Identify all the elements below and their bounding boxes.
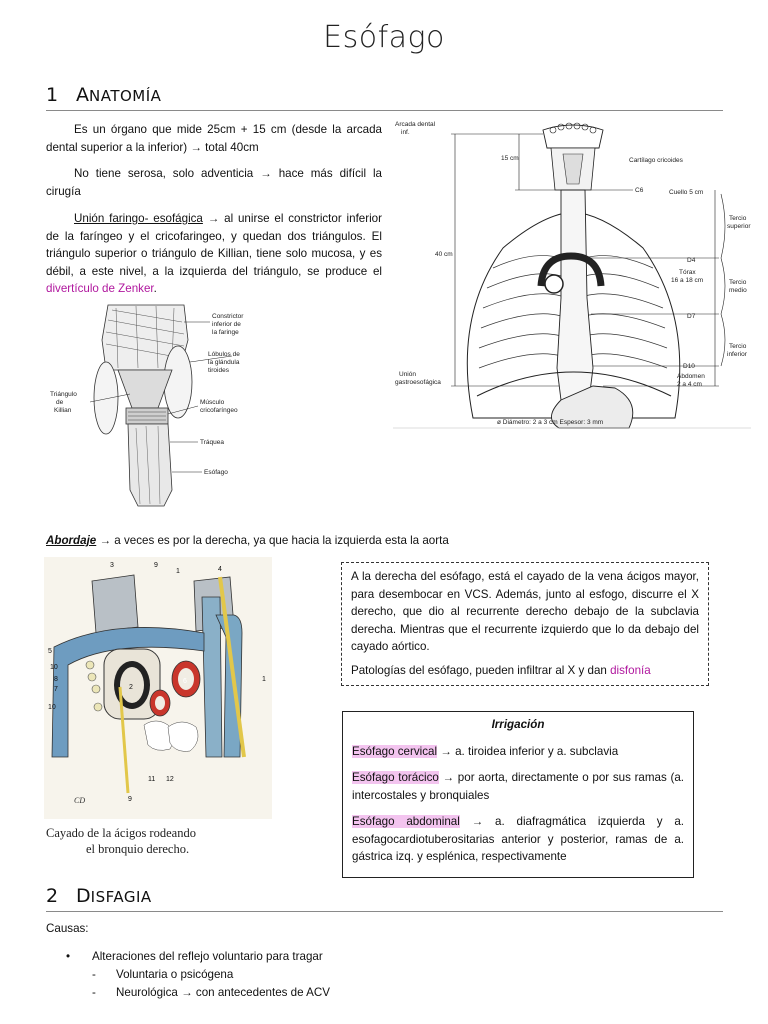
page-title: Esófago [323,20,445,55]
section-heading-disfagia [46,885,152,907]
label-abdomen-2: 2 a 4 cm [677,381,702,388]
intro-paragraph-1: Es un órgano que mide 25cm + 15 cm (desde la arcada dental superior a la inferior) → total 40cm [46,123,382,154]
zenker-highlight: divertículo de Zenker [46,282,154,295]
section-number: 1 [46,84,59,106]
fig-number-9: 9 [154,562,158,569]
label-tercio-med-2: medio [729,287,747,294]
label-tercio-inf-2: inferior [727,351,747,358]
bullet-text: Alteraciones del reflejo voluntario para tragar [92,950,323,963]
label-constrictor-2: inferior de [212,321,241,328]
irrigacion-title: Irrigación [491,718,545,731]
section-heading-anatomia [46,84,161,106]
section-rule [46,911,723,912]
fig-number-8: 8 [54,676,58,683]
label-tercio-sup-2: superior [727,223,751,230]
label-triangulo-1: Triángulo [50,391,77,398]
term-union-faringo: Unión faringo- esofágica [74,212,203,225]
label-lobulos-2: la glándula [208,359,240,366]
fig-number-12: 12 [166,776,174,783]
thorax-esophagus-figure [393,118,751,430]
label-constrictor-1: Constrictor [212,313,244,320]
azygos-arch-figure [44,557,276,863]
fig-number-6: 6 [183,678,187,685]
label-musculo-1: Músculo [200,399,225,406]
figure-signature: CD [74,796,86,805]
label-c6: C6 [635,187,644,194]
label-tercio-med-1: Tercio [729,279,747,286]
term-abordaje: Abordaje [46,534,97,547]
sub-item-1-text: Voluntaria o psicógena [116,968,234,981]
label-esofago: Esófago [204,469,228,476]
label-cartilago: Cartílago cricoides [629,157,683,164]
section-heading-first-letter: D [76,885,91,907]
fig-number-2: 2 [129,684,133,691]
label-40cm: 40 cm [435,251,453,258]
bullet-dot: • [66,950,71,963]
label-d7: D7 [687,313,696,320]
causas-label: Causas: [46,922,89,935]
fig-number-3: 3 [110,562,114,569]
intro-paragraph-3 [46,210,382,298]
term-esofago-toracico: Esófago torácico [352,771,439,784]
irrigacion-item-abdominal [352,813,684,866]
azygos-note-box [341,562,709,686]
label-union-1: Unión [399,371,416,378]
irrigacion-box [342,711,694,878]
label-diametro: ø Diámetro: 2 a 3 cm Espesor: 3 mm [497,419,604,426]
fig-number-10a: 10 [50,664,58,671]
label-lobulos-1: Lóbulos de [208,351,240,358]
label-traquea: Tráquea [200,439,224,446]
azygos-note-paragraph: A la derecha del esófago, está el cayado de la vena ácigos mayor, para desembocar en VCS. Además, junto al esfogo, discurre el X derecho, que dio al recurrente derecho debajo de la subclavia derecha. Mientras que el recurrente izquierdo que lo da debajo del cayado aórtico. [351,570,699,653]
label-tercio-inf-1: Tercio [729,343,747,350]
irrigacion-abdominal-text: → a. diafragmática izquierda y a. esofagocardiotuberositarias anterior y posterior, ramas de a. gástrica izq. y esplénica, respectivamente [352,815,684,863]
label-cuello: Cuello 5 cm [669,189,704,196]
figure-caption-1: Cayado de la ácigos rodeando [46,826,196,840]
section-heading-first-letter: A [76,84,89,106]
fig-number-9b: 9 [128,796,132,803]
term-esofago-cervical: Esófago cervical [352,744,438,758]
section-heading-rest: ISFAGIA [90,888,152,906]
label-triangulo-3: Killian [54,407,72,414]
label-15cm: 15 cm [501,155,519,162]
fig-number-1: 1 [176,568,180,575]
label-d10: D10 [683,363,695,370]
term-esofago-abdominal: Esófago abdominal [352,815,460,828]
intro-paragraph-2: No tiene serosa, solo adventicia → hace más difícil la cirugía [46,167,382,198]
intro-paragraph-3-text: → al unirse el constrictor inferior de la faríngeo y el cricofaringeo, y quedan dos triángulos. El triángulo superior o triángulo de Killian, tiene solo mucosa, y es débil, a este nivel, a la izquierda del triángulo, se produce el [46,212,382,278]
label-triangulo-2: de [56,399,64,406]
label-abdomen-1: Abdomen [677,373,705,380]
section-number: 2 [46,885,59,907]
fig-number-1b: 1 [262,676,266,683]
fig-number-7: 7 [54,686,58,693]
label-union-2: gastroesofágica [395,379,441,386]
disfonia-text: Patologías del esófago, pueden infiltrar al X y dan [351,663,611,677]
section-heading-rest: NATOMÍA [89,87,162,105]
label-arcada-2: inf. [401,129,410,136]
label-musculo-2: cricofaríngeo [200,407,238,414]
label-torax-2: 16 a 18 cm [671,277,704,284]
label-arcada-1: Arcada dental [395,121,436,128]
sub-item-2-text: Neurológica → con antecedentes de ACV [116,986,330,999]
irrigacion-item-cervical [352,743,684,761]
irrigacion-cervical-text: → a. tiroidea inferior y a. subclavia [437,744,619,758]
fig-number-10b: 10 [48,704,56,711]
disfonia-paragraph [351,662,699,680]
irrigacion-toracico-text: → por aorta, directamente o por sus ramas (a. intercostales y bronquiales [352,771,684,802]
abordaje-text: → a veces es por la derecha, ya que hacia la izquierda esta la aorta [96,534,449,547]
label-lobulos-3: tiroides [208,367,229,374]
dash-marker: - [92,968,96,981]
label-torax-1: Tórax [679,269,696,276]
abordaje-line [46,532,716,550]
label-tercio-sup-1: Tercio [729,215,747,222]
label-constrictor-3: la faringe [212,329,239,336]
sub-item-2 [92,984,330,1002]
bullet-item [66,948,323,966]
figure-caption-2: el bronquio derecho. [86,842,190,856]
label-d4: D4 [687,257,696,264]
intro-paragraph-3-end: . [153,282,157,295]
fig-number-4: 4 [218,566,222,573]
sub-item-1 [92,966,233,984]
fig-number-5: 5 [48,648,52,655]
pharynx-killian-figure [46,300,266,522]
fig-number-11: 11 [148,776,156,783]
irrigacion-item-toracico [352,769,684,804]
section-rule [46,110,723,111]
disfonia-highlight: disfonía [610,663,651,677]
dash-marker: - [92,986,96,999]
